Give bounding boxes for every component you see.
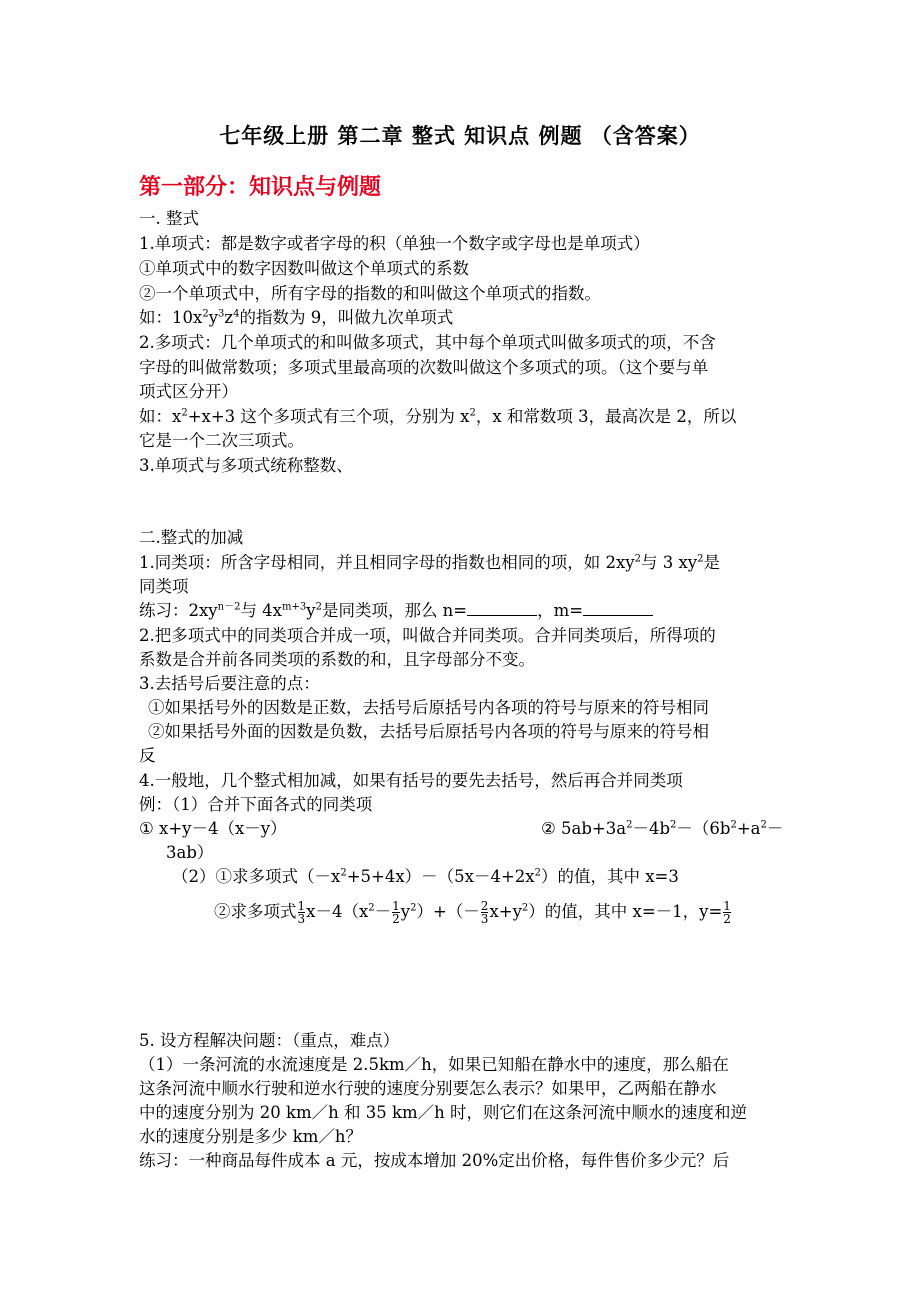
fraction: $\frac{1}{2}$ [723,899,731,926]
answer-blank-n[interactable] [467,601,537,616]
add-subtract-rule: 4.一般地，几个整式相加减，如果有括号的要先去括号，然后再合并同类项 [139,771,683,790]
heading-equation-problems: 5. 设方程解决问题：（重点，难点） [139,1031,400,1050]
fraction: $\frac{1}{2}$ [392,899,400,926]
example-1-item-1: ① x+y－4（x－y） [139,819,287,838]
example-2-item-2: ②求多项式 $\frac{1}{3}$ $x-4(x^2-$ $\frac{1}{2}$ $y^2)+(-$ $\frac{2}{3}$ $x+y^2$）的值，其中 x=－1，y= $\frac{1}{2}$ [214,899,731,926]
answer-blank-m[interactable] [583,601,653,616]
polynomial-example-1: 如：$x^2+x+3$ 这个多项式有三个项，分别为 $x^2$，x 和常数项 3，最高次是 2，所以 [139,407,737,426]
combine-like-terms-1: 2.把多项式中的同类项合并成一项，叫做合并同类项。合并同类项后，所得项的 [139,626,716,645]
example-1-heading: 例：（1）合并下面各式的同类项 [139,795,373,814]
example-2-item-1: （2）①求多项式$(-x^2+5+4x)-(5x-4+2x^2)$的值，其中 x=3 [172,867,679,886]
monomial-degree: ②一个单项式中，所有字母的指数的和叫做这个单项式的指数。 [139,284,601,303]
like-terms-exercise: 练习：$2xy^{n-2}$与 $4x^{m+3}y^2$是同类项，那么 n= ，m= [139,600,653,622]
document-title: 七年级上册 第二章 整式 知识点 例题 （含答案） [219,123,701,148]
monomial-coefficient: ①单项式中的数字因数叫做这个单项式的系数 [139,259,469,278]
remove-brackets-rule-1: ①如果括号外的因数是正数，去括号后原括号内各项的符号与原来的符号相同 [148,698,709,717]
remove-brackets-heading: 3.去括号后要注意的点： [139,674,320,693]
monomial-example: 如：$10x^2y^3z^4$的指数为 9，叫做九次单项式 [139,308,454,327]
river-problem-3: 中的速度分别为 20 km／h 和 35 km／h 时，则它们在这条河流中顺水的速度和逆 [139,1103,748,1122]
fraction: $\frac{1}{3}$ [297,899,306,926]
remove-brackets-rule-2-cont: 反 [139,746,156,765]
polynomial-example-2: 它是一个二次三项式。 [139,431,304,450]
fraction: $\frac{2}{3}$ [480,899,489,926]
like-terms-definition-2: 同类项 [139,577,189,596]
combine-like-terms-2: 系数是合并前各同类项的系数的和，且字母部分不变。 [139,650,535,669]
polynomial-definition-1: 2.多项式：几个单项式的和叫做多项式，其中每个单项式叫做多项式的项，不含 [139,333,716,352]
polynomial-definition-2: 字母的叫做常数项；多项式里最高项的次数叫做这个多项式的项。（这个要与单 [139,358,709,377]
example-1-item-2-cont: 3ab） [166,843,214,862]
pricing-exercise: 练习：一种商品每件成本 a 元，按成本增加 20%定出价格，每件售价多少元？后 [139,1151,730,1170]
remove-brackets-rule-2: ②如果括号外面的因数是负数，去括号后原括号内各项的符号与原来的符号相 [148,722,709,741]
example-1-item-2: ② $5ab+3a^2-4b^2-(6b^2+a^2-$ [541,819,784,838]
river-problem-1: （1）一条河流的水流速度是 2.5km／h，如果已知船在静水中的速度，那么船在 [139,1055,729,1074]
integral-expression-summary: 3.单项式与多项式统称整数、 [139,456,353,475]
like-terms-definition: 1.同类项：所含字母相同，并且相同字母的指数也相同的项，如 $2xy^2$与 3 $xy^2$是 [139,553,720,572]
river-problem-4: 水的速度分别是多少 km／h？ [139,1127,363,1146]
polynomial-definition-3: 项式区分开） [139,382,238,401]
river-problem-2: 这条河流中顺水行驶和逆水行驶的速度分别要怎么表示？如果甲，乙两船在静水 [139,1079,717,1098]
monomial-definition: 1.单项式：都是数字或者字母的积（单独一个数字或字母也是单项式） [139,234,650,253]
heading-integral-expressions: 一. 整式 [139,209,199,228]
section-heading: 第一部分：知识点与例题 [139,174,382,200]
heading-addition-subtraction: 二.整式的加减 [139,528,244,547]
